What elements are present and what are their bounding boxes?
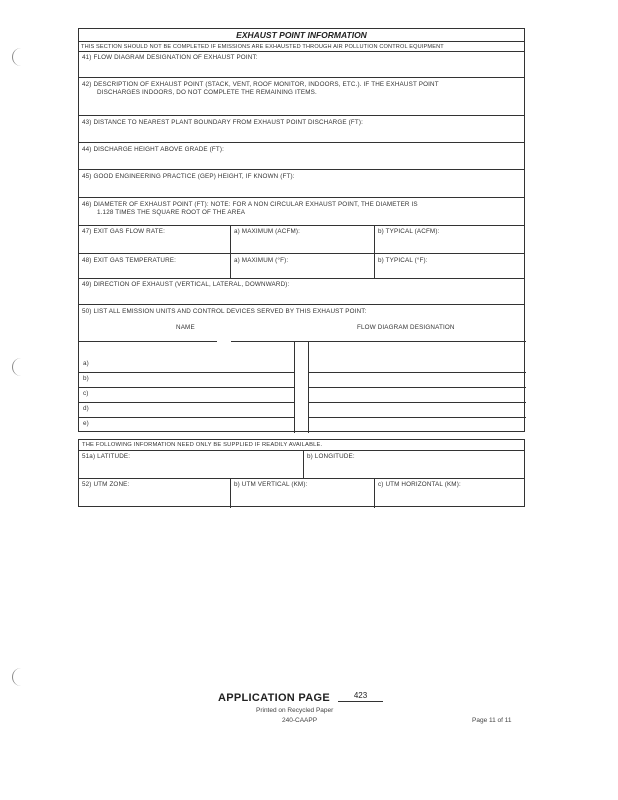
list-item-label: b) bbox=[83, 375, 89, 382]
emission-units-list bbox=[79, 357, 526, 433]
instruction-row bbox=[79, 41, 524, 51]
q47b-label: b) TYPICAL (ACFM): bbox=[378, 228, 440, 235]
q52b-label: b) UTM VERTICAL (KM): bbox=[234, 481, 308, 488]
table-rule bbox=[79, 341, 217, 342]
recycled-paper-note: Printed on Recycled Paper bbox=[256, 707, 334, 714]
q42-row bbox=[79, 77, 524, 115]
q48-label: 48) EXIT GAS TEMPERATURE: bbox=[82, 257, 177, 264]
divider bbox=[303, 451, 304, 478]
q42-label-cont: DISCHARGES INDOORS, DO NOT COMPLETE THE REMAINING ITEMS. bbox=[97, 89, 317, 96]
list-item[interactable] bbox=[79, 372, 294, 388]
q48-row bbox=[79, 253, 524, 278]
instruction-text: THIS SECTION SHOULD NOT BE COMPLETED IF EMISSIONS ARE EXHAUSTED THROUGH AIR POLLUTION CONTROL EQUIPMENT bbox=[81, 44, 444, 50]
divider bbox=[374, 226, 375, 253]
q41-row bbox=[79, 51, 524, 77]
divider bbox=[374, 254, 375, 278]
list-item[interactable] bbox=[79, 387, 294, 403]
q51-row bbox=[79, 450, 524, 478]
q51b-label: b) LONGITUDE: bbox=[307, 453, 355, 460]
q52-row bbox=[79, 478, 524, 508]
q48a-label: a) MAXIMUM (°F): bbox=[234, 257, 289, 264]
exhaust-point-form bbox=[78, 28, 525, 432]
list-item[interactable] bbox=[79, 357, 294, 373]
divider bbox=[374, 479, 375, 508]
q49-label: 49) DIRECTION OF EXHAUST (VERTICAL, LATERAL, DOWNWARD): bbox=[82, 281, 290, 288]
form-title: EXHAUST POINT INFORMATION bbox=[236, 30, 367, 40]
q44-row bbox=[79, 142, 524, 169]
q49-row bbox=[79, 278, 524, 304]
application-page-label: APPLICATION PAGE bbox=[218, 692, 330, 704]
divider bbox=[230, 479, 231, 508]
list-item[interactable] bbox=[79, 402, 294, 418]
divider bbox=[230, 254, 231, 278]
q47-label: 47) EXIT GAS FLOW RATE: bbox=[82, 228, 165, 235]
q42-label: 42) DESCRIPTION OF EXHAUST POINT (STACK, VENT, ROOF MONITOR, INDOORS, ETC.). IF THE EXHAUST POINT bbox=[82, 81, 439, 88]
q48b-label: b) TYPICAL (°F): bbox=[378, 257, 428, 264]
supplemental-header: THE FOLLOWING INFORMATION NEED ONLY BE SUPPLIED IF READILY AVAILABLE. bbox=[82, 442, 323, 448]
table-rule bbox=[309, 341, 526, 342]
list-item-label: d) bbox=[83, 405, 89, 412]
flow-designation-field[interactable] bbox=[309, 357, 526, 373]
q45-label: 45) GOOD ENGINEERING PRACTICE (GEP) HEIGHT, IF KNOWN (FT): bbox=[82, 173, 295, 180]
list-item-label: c) bbox=[83, 390, 89, 397]
q47a-label: a) MAXIMUM (ACFM): bbox=[234, 228, 301, 235]
column-header-flow: FLOW DIAGRAM DESIGNATION bbox=[357, 324, 455, 331]
list-item-label: a) bbox=[83, 360, 89, 367]
flow-designation-field[interactable] bbox=[309, 402, 526, 418]
q41-label: 41) FLOW DIAGRAM DESIGNATION OF EXHAUST POINT: bbox=[82, 54, 258, 61]
column-header-name: NAME bbox=[176, 324, 195, 331]
flow-designation-field[interactable] bbox=[309, 372, 526, 388]
divider bbox=[230, 226, 231, 253]
binder-hole-mark bbox=[12, 668, 23, 686]
q46-label: 46) DIAMETER OF EXHAUST POINT (FT): NOTE: FOR A NON CIRCULAR EXHAUST POINT, THE DIAMETER IS bbox=[82, 201, 418, 208]
q46-label-cont: 1.128 TIMES THE SQUARE ROOT OF THE AREA bbox=[97, 209, 246, 216]
list-item[interactable] bbox=[79, 417, 294, 433]
application-page-number: 423 bbox=[338, 691, 383, 702]
q52c-label: c) UTM HORIZONTAL (KM): bbox=[378, 481, 461, 488]
form-code: 240-CAAPP bbox=[282, 717, 318, 724]
q46-row bbox=[79, 197, 524, 225]
q43-row bbox=[79, 115, 524, 142]
q52a-label: 52) UTM ZONE: bbox=[82, 481, 130, 488]
flow-designation-field[interactable] bbox=[309, 417, 526, 433]
binder-hole-mark bbox=[12, 358, 23, 376]
q44-label: 44) DISCHARGE HEIGHT ABOVE GRADE (FT): bbox=[82, 146, 225, 153]
q47-row bbox=[79, 225, 524, 253]
q43-label: 43) DISTANCE TO NEAREST PLANT BOUNDARY FROM EXHAUST POINT DISCHARGE (FT): bbox=[82, 119, 364, 126]
q51a-label: 51a) LATITUDE: bbox=[82, 453, 131, 460]
page-count: Page 11 of 11 bbox=[472, 717, 512, 724]
flow-designation-field[interactable] bbox=[309, 387, 526, 403]
binder-hole-mark bbox=[12, 48, 23, 66]
list-item-label: e) bbox=[83, 420, 89, 427]
q50-label: 50) LIST ALL EMISSION UNITS AND CONTROL DEVICES SERVED BY THIS EXHAUST POINT: bbox=[82, 308, 367, 315]
q45-row bbox=[79, 169, 524, 197]
supplemental-location-form bbox=[78, 439, 525, 507]
